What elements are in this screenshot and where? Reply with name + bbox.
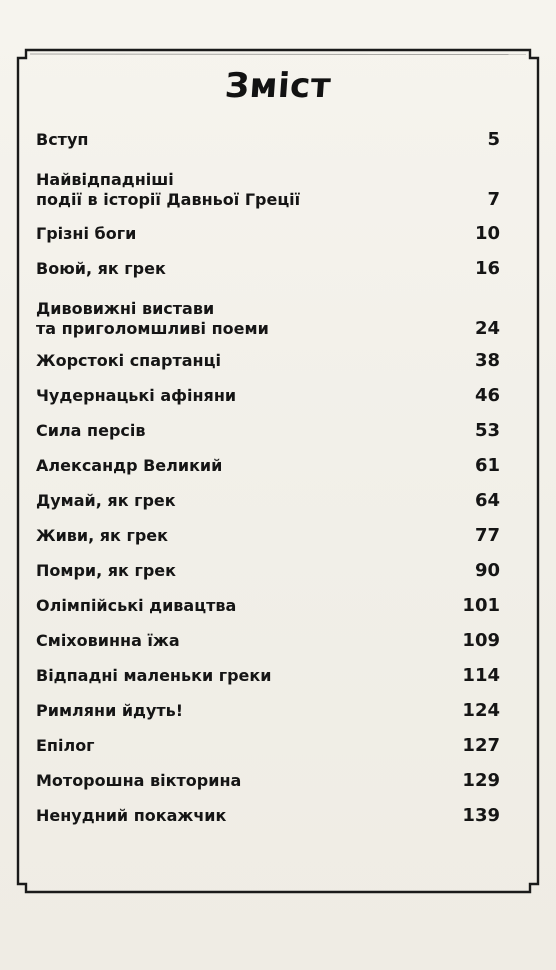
toc-entry [36,804,500,826]
page-title: Зміст [223,66,333,106]
toc-entry-title: Вступ [36,130,89,149]
toc-entry-title: Дивовижні вистави та приголомшливі поеми [36,299,269,338]
toc-entry [36,349,500,371]
toc-entry [36,419,500,441]
toc-entry-title: Сміховинна їжа [36,631,180,650]
toc-entry [36,295,500,339]
toc-entry [36,166,500,210]
toc-entry [36,734,500,756]
toc-entry-page-number: 101 [462,595,500,616]
toc-entry-title: Римляни йдуть! [36,701,184,720]
toc-entry-title: Олімпійські дивацтва [36,596,237,615]
toc-entry [36,489,500,511]
toc-entry-title: Жорстокі спартанці [36,351,221,370]
toc-entry-page-number: 129 [462,770,500,791]
toc-entry-page-number: 38 [474,350,500,371]
toc-entry-page-number: 46 [474,385,500,406]
toc-entry-page-number: 109 [462,630,500,651]
toc-entry-page-number: 90 [474,560,500,581]
toc-entry [36,128,500,150]
toc-entry-title: Ненудний покажчик [36,806,227,825]
toc-entry-title: Живи, як грек [36,526,169,545]
toc-entry [36,699,500,721]
toc-entry-page-number: 127 [462,735,500,756]
toc-entry-page-number: 64 [474,490,500,511]
toc-entry-page-number: 5 [487,129,500,150]
toc-entry-title: Чудернацькі афіняни [36,386,237,405]
toc-entry-page-number: 124 [462,700,500,721]
toc-entry [36,559,500,581]
toc-entry-page-number: 7 [487,189,500,210]
toc-entry-page-number: 114 [462,665,500,686]
toc-entry-title: Сила персів [36,421,146,440]
toc-entry-title: Епілог [36,736,95,755]
toc-entry [36,664,500,686]
toc-entry [36,222,500,244]
toc-entry [36,594,500,616]
toc-entry-page-number: 77 [474,525,500,546]
toc-entry-title: Моторошна вікторина [36,771,242,790]
toc-entry-title: Помри, як грек [36,561,176,580]
toc-entry-title: Александр Великий [36,456,223,475]
toc-entry-title: Грізні боги [36,224,137,243]
toc-entry [36,629,500,651]
toc-entry-page-number: 24 [474,318,500,339]
toc-entry [36,257,500,279]
toc-entry-title: Відпадні маленьки греки [36,666,272,685]
toc-entry-page-number: 139 [462,805,500,826]
toc-entry [36,524,500,546]
toc-entry-page-number: 16 [474,258,500,279]
toc-entry [36,384,500,406]
toc-entry-title: Думай, як грек [36,491,176,510]
toc-entry-title: Найвідпадніші події в історії Давньої Греції [36,170,301,209]
toc-entry-page-number: 53 [474,420,500,441]
toc-entry-page-number: 61 [474,455,500,476]
toc-entry [36,769,500,791]
toc-entry-title: Воюй, як грек [36,259,166,278]
toc-entry [36,454,500,476]
toc-entry-page-number: 10 [474,223,500,244]
